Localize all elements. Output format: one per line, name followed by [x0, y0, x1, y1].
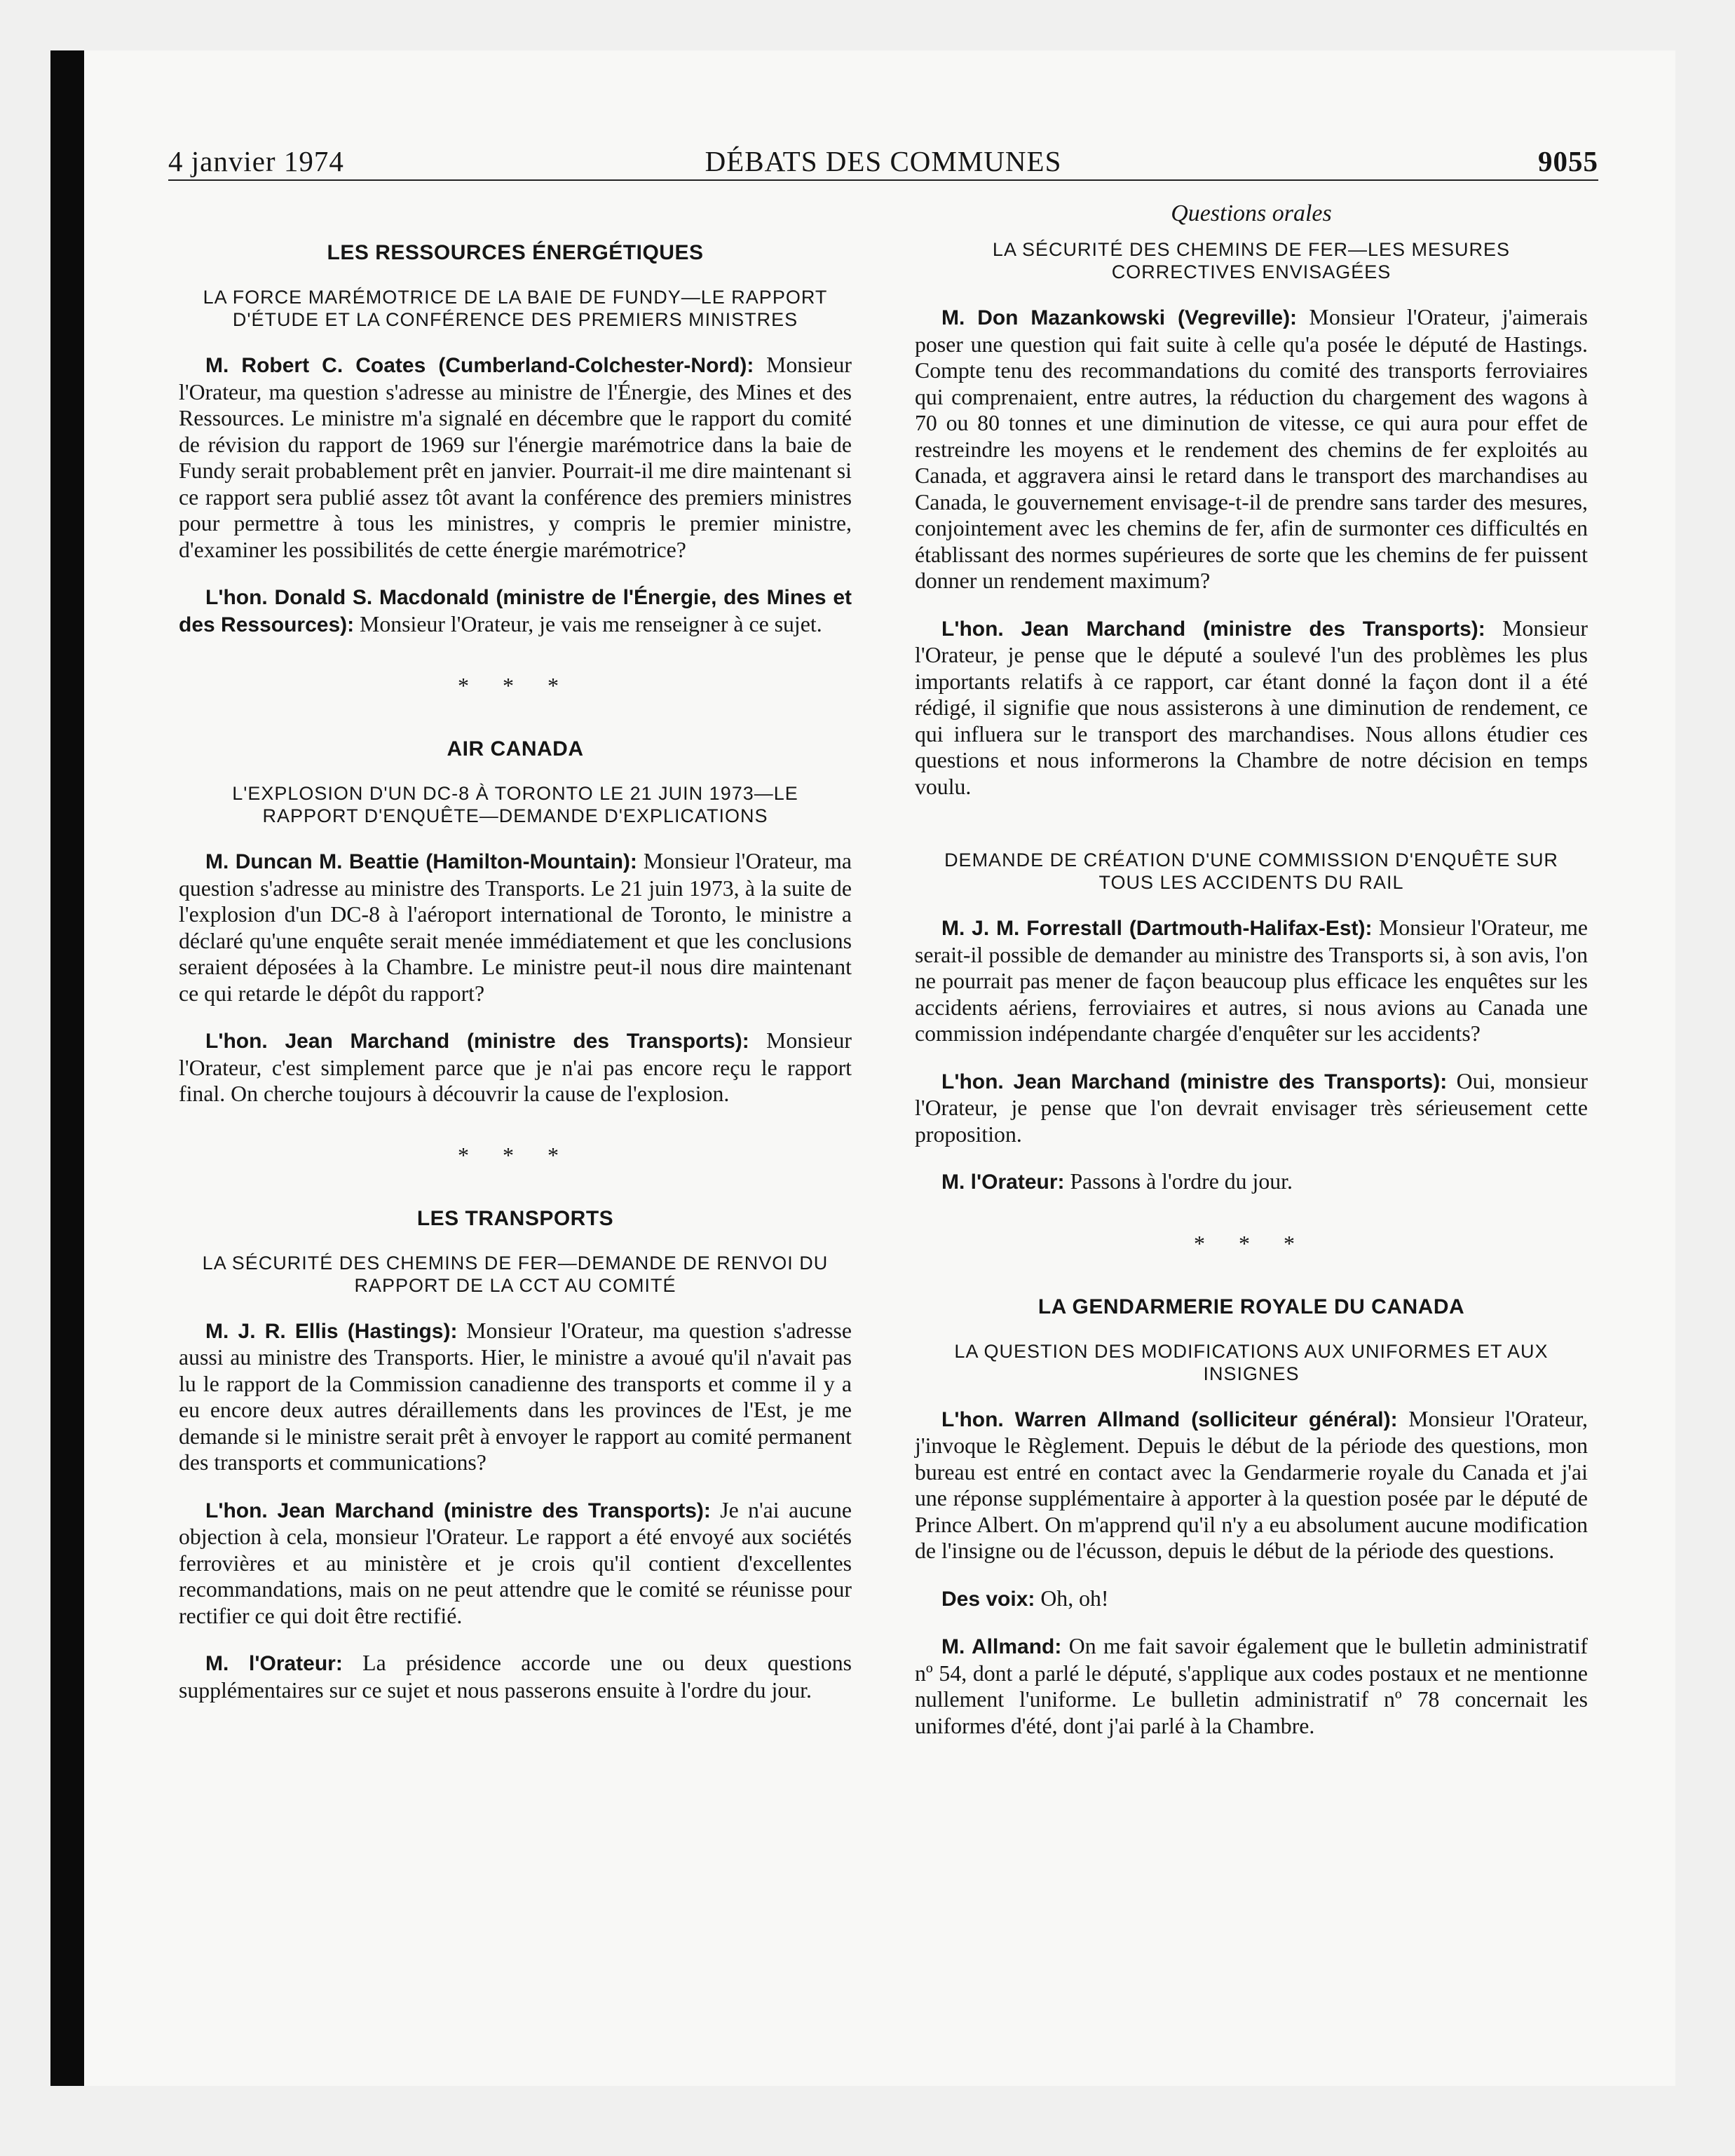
speech-text: Monsieur l'Orateur, j'invoque le Règlement. Depuis le début de la période des questions, mon bureau est entré en contact avec la Gendarmerie royale du Canada et j'ai une réponse supplémentaire à apporter à la question posée par le député de Prince Albert. On m'apprend qu'il n'y a eu absolument aucune modification de l'insigne ou de l'écusson, depuis le début de la période des questions.	[915, 1406, 1588, 1563]
speaker-name: M. l'Orateur:	[941, 1171, 1065, 1194]
speaker-name: L'hon. Jean Marchand (ministre des Transports):	[941, 617, 1485, 641]
speech-paragraph	[179, 1497, 852, 1630]
speech-text: La présidence accorde une ou deux questions supplémentaires sur ce sujet et nous passerons ensuite à l'ordre du jour.	[179, 1651, 852, 1703]
left-column	[179, 200, 852, 1724]
speech-text: Monsieur l'Orateur, j'aimerais poser une question qui fait suite à celle qu'a posée le député de Hastings. Compte tenu des recommandations du comité des transports ferroviaires qui comprenaient, entre autres, la réduction du chargement des wagons à 70 ou 80 tonnes et une diminution de vitesse, ce qui aura pour effet de restreindre les moyens et le rendement des chemins de fer exploités au Canada, et aggravera ainsi le retard dans le transport des marchandises au Canada, le gouvernement envisage-t-il de prendre sans tarder des mesures, conjointement avec les chemins de fer, afin de surmonter ces difficultés en établissant des normes supérieures de sorte que les chemins de fer puissent donner un rendement maximum?	[915, 305, 1588, 593]
page-number: 9055	[1538, 145, 1598, 177]
speaker-name: L'hon. Jean Marchand (ministre des Transports):	[205, 1030, 749, 1053]
speech-paragraph	[915, 1168, 1588, 1196]
speech-paragraph	[179, 1318, 852, 1476]
speech-paragraph	[915, 1585, 1588, 1613]
section-subheading: LA FORCE MARÉMOTRICE DE LA BAIE DE FUNDY—LE RAPPORT D'ÉTUDE ET LA CONFÉRENCE DES PREMIERS MINISTRES	[203, 287, 828, 330]
speaker-name: M. Allmand:	[941, 1635, 1062, 1658]
speech-text: On me fait savoir également que le bulletin administratif nº 54, dont a parlé le député, s'applique aux codes postaux et ne mentionne nullement l'uniforme. Le bulletin administratif nº 78 concernait les uniformes d'été, dont j'ai parlé à la Chambre.	[915, 1634, 1588, 1738]
speech-text: Passons à l'ordre du jour.	[1070, 1169, 1293, 1194]
speech-paragraph	[179, 584, 852, 638]
speaker-name: Des voix:	[941, 1587, 1035, 1611]
section-heading: LES RESSOURCES ÉNERGÉTIQUES	[327, 241, 704, 264]
speech-text: Monsieur l'Orateur, ma question s'adresse aussi au ministre des Transports. Hier, le ministre a avoué qu'il n'avait pas lu le rapport de la Commission canadienne des transports et comme il y a eu encore deux autres déraillements dans les provinces de l'Est, je me demande si le ministre serait prêt à envoyer le rapport au comité permanent des transports et communications?	[179, 1318, 852, 1475]
speech-text: Je n'ai aucune objection à cela, monsieur l'Orateur. Le rapport a été envoyé aux sociétés ferrovières et au ministère et je crois qu'il contient d'excellentes recommandations, mais on ne peut attendre que le comité se réunisse pour rectifier ce qui doit être rectifié.	[179, 1497, 852, 1628]
speech-text: Monsieur l'Orateur, ma question s'adresse au ministre des Transports. Le 21 juin 1973, à la suite de l'explosion d'un DC-8 à l'aéroport international de Toronto, le ministre a déclaré qu'une enquête serait menée immédiatement et que les conclusions seraient déposées à la Chambre. Le ministre peut-il nous dire maintenant ce qui retarde le dépôt du rapport?	[179, 849, 852, 1006]
section-subheading: LA QUESTION DES MODIFICATIONS AUX UNIFORMES ET AUX INSIGNES	[954, 1340, 1549, 1384]
speech-text: Monsieur l'Orateur, je vais me renseigner à ce sujet.	[360, 611, 822, 636]
speech-paragraph	[179, 352, 852, 563]
speech-paragraph	[915, 304, 1588, 594]
section-separator: * * *	[458, 673, 573, 698]
speech-paragraph	[915, 1406, 1588, 1564]
speaker-name: M. J. M. Forrestall (Dartmouth-Halifax-Est):	[941, 917, 1373, 940]
speaker-name: L'hon. Donald S. Macdonald (ministre de l'Énergie, des Mines et des Ressources):	[179, 586, 852, 636]
section-heading: LES TRANSPORTS	[416, 1206, 614, 1230]
speech-paragraph	[915, 615, 1588, 800]
speaker-name: L'hon. Jean Marchand (ministre des Transports):	[205, 1499, 711, 1522]
speech-text: Monsieur l'Orateur, me serait-il possible de demander au ministre des Transports si, à son avis, l'on ne pourrait pas mener de façon beaucoup plus efficace les enquêtes sur les accidents aériens, ferroviaires et autres, si nous avions au Canada une commission indépendante chargée d'enquêter sur les accidents?	[915, 915, 1588, 1046]
section-separator: * * *	[458, 1142, 573, 1168]
section-subheading: LA SÉCURITÉ DES CHEMINS DE FER—DEMANDE DE RENVOI DU RAPPORT DE LA CCT AU COMITÉ	[202, 1252, 829, 1296]
header-date: 4 janvier 1974	[168, 145, 344, 177]
speaker-name: M. J. R. Ellis (Hastings):	[205, 1319, 458, 1343]
speech-paragraph	[179, 848, 852, 1007]
section-subheading: DEMANDE DE CRÉATION D'UNE COMMISSION D'ENQUÊTE SUR TOUS LES ACCIDENTS DU RAIL	[944, 850, 1558, 893]
speaker-name: M. Don Mazankowski (Vegreville):	[941, 306, 1298, 329]
section-heading: AIR CANADA	[447, 737, 584, 760]
speaker-name: M. Duncan M. Beattie (Hamilton-Mountain):	[205, 850, 637, 873]
right-column	[915, 200, 1588, 1760]
speech-paragraph	[179, 1028, 852, 1107]
speaker-name: M. l'Orateur:	[205, 1652, 343, 1675]
speaker-name: M. Robert C. Coates (Cumberland-Colchester-Nord):	[205, 354, 754, 377]
speech-text: Oh, oh!	[1040, 1585, 1109, 1611]
speech-text: Monsieur l'Orateur, c'est simplement parce que je n'ai pas encore reçu le rapport final. On cherche toujours à découvrir la cause de l'explosion.	[179, 1028, 852, 1106]
speech-text: Monsieur l'Orateur, je pense que le député a soulevé l'un des problèmes les plus importants relatifs à ce rapport, car étant donné la façon dont il a été rédigé, il signifie que nous assisterons à une diminution de rendement, ce qui influera sur le transport des marchandises. Nous allons étudier ces questions et nous informerons la Chambre de notre décision en temps voulu.	[915, 615, 1588, 799]
speech-paragraph	[179, 1650, 852, 1703]
speaker-name: L'hon. Warren Allmand (solliciteur général):	[941, 1407, 1398, 1431]
speech-text: Oui, monsieur l'Orateur, je pense que l'on devrait envisager très sérieusement cette proposition.	[915, 1068, 1588, 1147]
speech-paragraph	[915, 1633, 1588, 1739]
header-title: DÉBATS DES COMMUNES	[705, 145, 1062, 177]
section-subheading: LA SÉCURITÉ DES CHEMINS DE FER—LES MESURES CORRECTIVES ENVISAGÉES	[992, 239, 1511, 282]
scan-edge-bar	[50, 50, 84, 2086]
section-heading: LA GENDARMERIE ROYALE DU CANADA	[1037, 1295, 1465, 1318]
speech-text: Monsieur l'Orateur, ma question s'adresse au ministre de l'Énergie, des Mines et des Ressources. Le ministre m'a signalé en décembre que le rapport du comité de révision du rapport de 1969 sur l'énergie marémotrice dans la baie de Fundy serait probablement prêt en janvier. Pourrait-il me dire maintenant si ce rapport sera publié assez tôt avant la conférence des premiers ministres pour permettre à tous les ministres, y compris le premier ministre, d'examiner les possibilités de cette énergie marémotrice?	[179, 353, 852, 562]
page-header	[168, 140, 1598, 181]
speaker-name: L'hon. Jean Marchand (ministre des Transports):	[941, 1070, 1448, 1093]
section-subheading: L'EXPLOSION D'UN DC-8 À TORONTO LE 21 JUIN 1973—LE RAPPORT D'ENQUÊTE—DEMANDE D'EXPLICATIONS	[232, 783, 798, 826]
speech-paragraph	[915, 1068, 1588, 1148]
section-separator: * * *	[1194, 1230, 1309, 1256]
section-label: Questions orales	[1171, 200, 1332, 226]
speech-paragraph	[915, 915, 1588, 1047]
